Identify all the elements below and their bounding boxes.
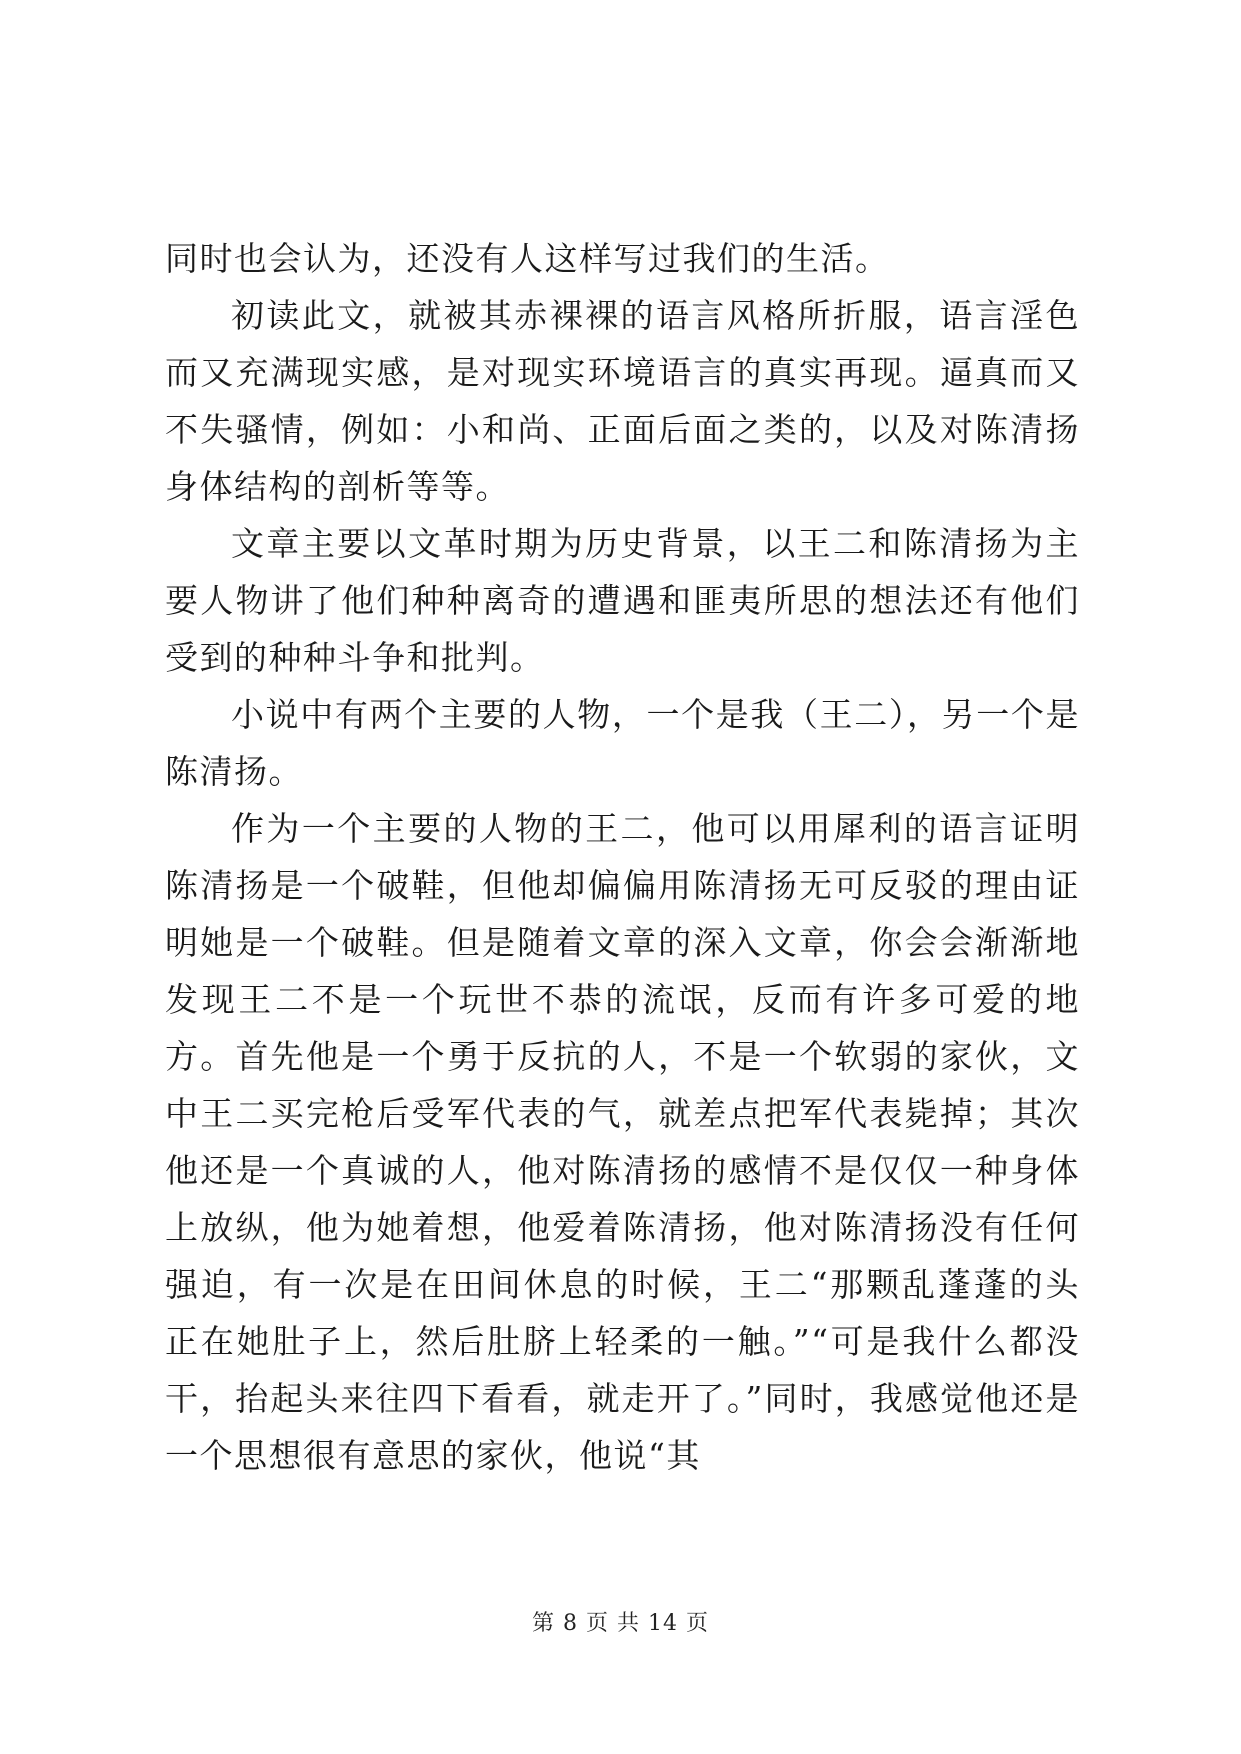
paragraph-1: 同时也会认为，还没有人这样写过我们的生活。 [165,239,890,278]
page-number-footer: 第 8 页 共 14 页 [532,1611,709,1636]
paragraph-2: 初读此文，就被其赤裸裸的语言风格所折服，语言淫色而又充满现实感，是对现实环境语言的真实再现。逼真而又不失骚情，例如：小和尚、正面后面之类的，以及对陈清扬身体结构的剖析等等。 [165,296,1080,506]
document-body [165,230,1080,1484]
paragraph-5: 作为一个主要的人物的王二，他可以用犀利的语言证明陈清扬是一个破鞋，但他却偏偏用陈清扬无可反驳的理由证明她是一个破鞋。但是随着文章的深入文章，你会会渐渐地发现王二不是一个玩世不恭的流氓，反而有许多可爱的地方。首先他是一个勇于反抗的人，不是一个软弱的家伙，文中王二买完枪后受军代表的气，就差点把军代表毙掉；其次他还是一个真诚的人，他对陈清扬的感情不是仅仅一种身体上放纵，他为她着想，他爱着陈清扬，他对陈清扬没有任何强迫，有一次是在田间休息的时候，王二“那颗乱蓬蓬的头正在她肚子上，然后肚脐上轻柔的一触。”“可是我什么都没干，抬起头来往四下看看，就走开了。”同时，我感觉他还是一个思想很有意思的家伙，他说“其 [165,809,1080,1475]
paragraph-4: 小说中有两个主要的人物，一个是我（王二），另一个是陈清扬。 [165,695,1080,791]
paragraph-3: 文章主要以文革时期为历史背景，以王二和陈清扬为主要人物讲了他们种种离奇的遭遇和匪夷所思的想法还有他们受到的种种斗争和批判。 [165,524,1080,677]
